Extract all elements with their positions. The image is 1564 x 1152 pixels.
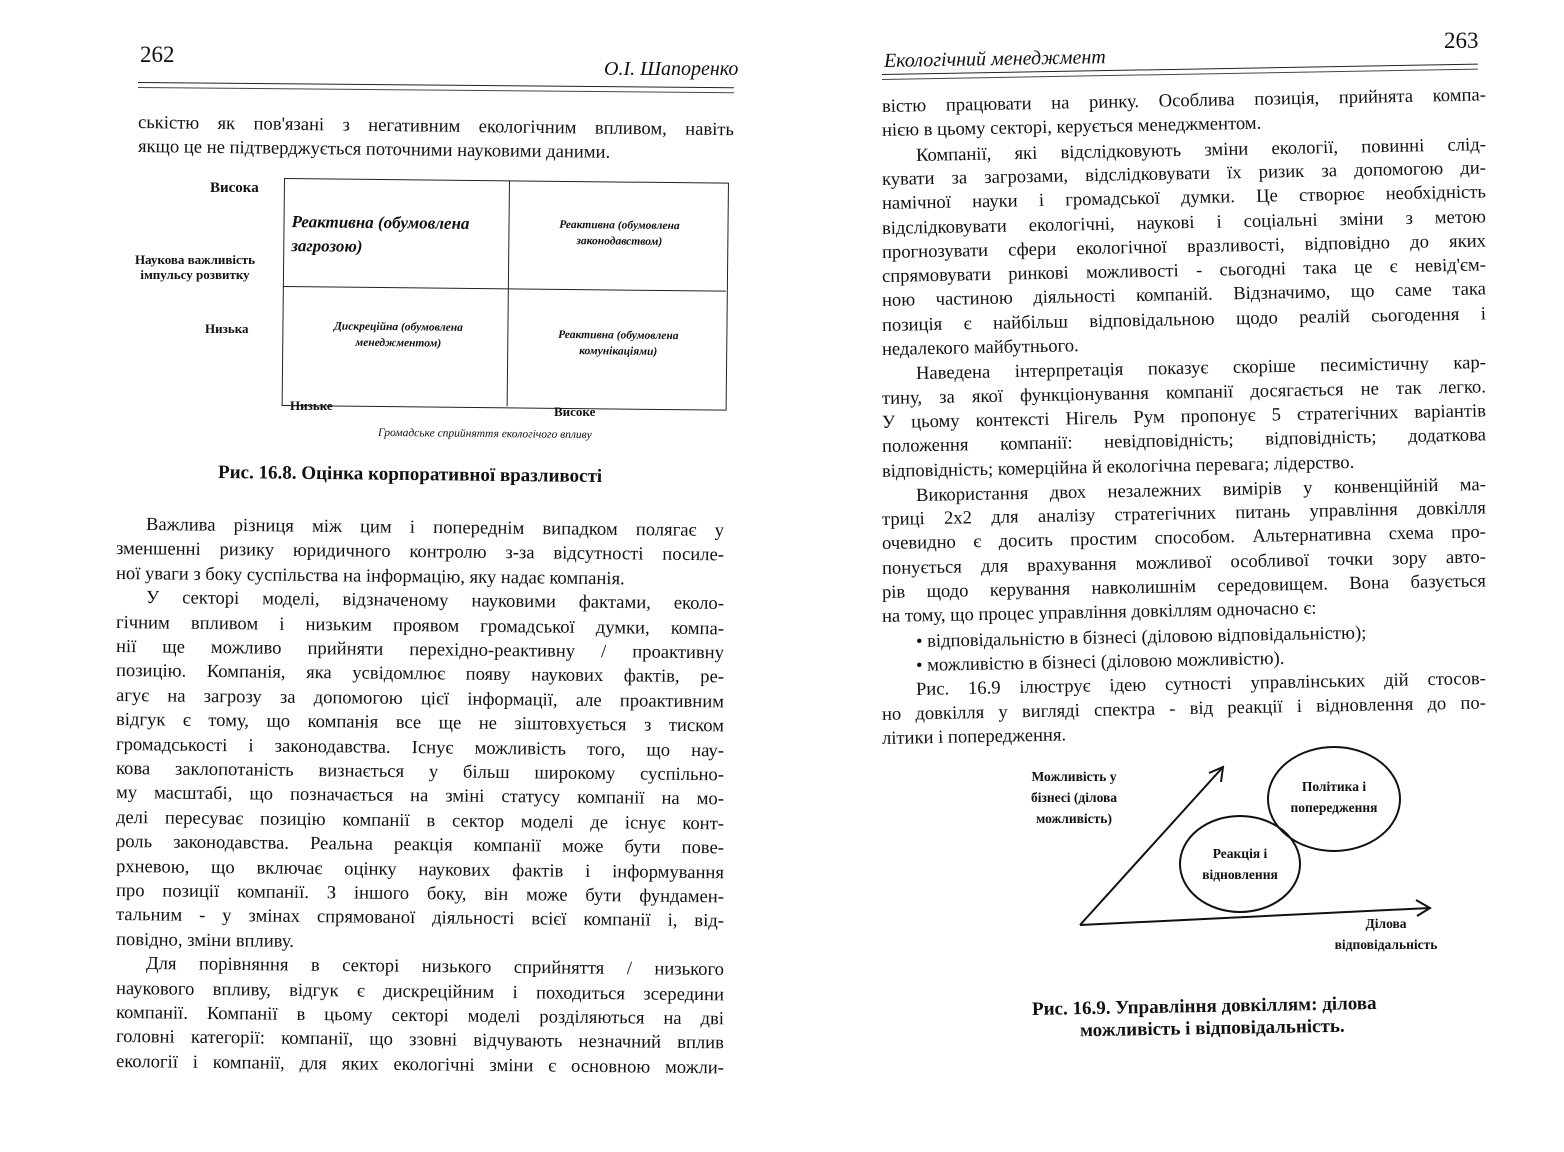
text-line: Для порівняння в секторі низького сприйняття / низького <box>145 953 725 981</box>
text-line: відслідковувати екологічні, наукові і соціальні зміни з метою <box>881 205 1487 239</box>
y-axis-label: Можливість у бізнесі (ділова можливість) <box>1030 769 1118 826</box>
text-line: позицію. Компанія, яка усвідомлює появу наукових фактів, ре- <box>115 660 725 688</box>
text-line: ною частиною діяльності компаній. Відзначимо, що саме така <box>881 278 1487 312</box>
x-axis-label: Ділова відповідальність <box>1334 916 1438 952</box>
figure-caption-line1: Рис. 16.9. Управління довкіллям: ділова <box>1031 992 1377 1021</box>
text-line: Рис. 16.9 ілюструє ідею сутності управлінських дій стосов- <box>915 668 1487 701</box>
text-line: тину, за якої функціонування компанії досягається не так легко. <box>881 376 1487 409</box>
cell-top-right: Реактивна (обумовлена законодавством) <box>559 218 680 248</box>
page-number: 263 <box>1444 28 1479 53</box>
text-line: Використання двох незалежних вимірів у конвенційній ма- <box>915 473 1487 506</box>
text-line: недалекого майбутнього. <box>881 335 1079 360</box>
ellipse-policy-label: Політика і попередження <box>1290 779 1378 815</box>
text-line: положення компанії: невідповідність; відповідність; додаткова <box>881 424 1487 458</box>
text-line: тальним - у змінах спрямованої діяльності всієї компанії і, від- <box>115 904 725 932</box>
text-line: компанії. Компанії в цьому секторі моделі розділяються на дві <box>115 1002 725 1030</box>
figure-caption: Рис. 16.8. Оцінка корпоративної вразливості <box>217 461 603 488</box>
text-line: прогнозувати сфери екологічної вразливості, відповідно до яких <box>881 230 1487 263</box>
right-page <box>790 0 1564 1152</box>
text-line: • відповідальністю в бізнесі (діловою відповідальністю); <box>915 621 1367 652</box>
text-line: кувати за загрозами, відслідковувати їх ризик за допомогою ди- <box>881 157 1487 190</box>
text-line: агує на загрозу за допомогою цієї інформації, але проактивним <box>115 684 725 713</box>
page-number: 262 <box>140 42 175 67</box>
text-line: понується для врахування можливої особливої точки зору авто- <box>881 546 1487 579</box>
text-line: Компанії, які відслідковують зміни екології, повинні слід- <box>915 133 1487 166</box>
cell-bottom-left: Дискреційна (обумовлена менеджментом) <box>333 320 463 350</box>
text-line: ськістю як пов'язані з негативним екологічним впливом, навіть <box>137 112 735 141</box>
text-line: екології і компанії, для яких екологічні зміни є основною можли- <box>115 1050 725 1079</box>
text-line: повідно, зміни впливу. <box>115 928 295 952</box>
text-line: триці 2х2 для аналізу стратегічних питань управління довкілля <box>881 497 1487 531</box>
text-line: гічним впливом і низьким проявом громадської думки, компа- <box>115 611 725 639</box>
text-line: У цьому контексті Нігель Рум пропонує 5 стратегічних варіантів <box>881 400 1487 433</box>
text-line: головні категорії: компанії, що ззовні відчувають незначний вплив <box>115 1026 725 1054</box>
y-low-label: Низька <box>205 321 249 336</box>
cell-bottom-right: Реактивна (обумовлена комунікаціями) <box>558 328 679 358</box>
figure-caption-line2: можливість і відповідальність. <box>1079 1015 1345 1042</box>
text-line: про позиції компанії. З іншого боку, він може бути фундамен- <box>115 880 725 908</box>
text-line: Важлива різниця між цим і попереднім випадком полягає у <box>145 514 725 542</box>
text-line: делі пересуває позицію компанії в сектор моделі де існує конт- <box>115 806 725 835</box>
text-line: відповідність; комерційна й екологічна перевага; лідерство. <box>881 451 1355 482</box>
text-line: літики і попередження. <box>881 724 1067 749</box>
text-line: очевидно є досить простим способом. Альтернативна схема про- <box>881 521 1487 555</box>
x-axis-label: Громадське сприйняття екологічого впливу <box>377 426 592 442</box>
text-line: У секторі моделі, відзначеному науковими фактами, еколо- <box>145 587 725 615</box>
figure-16-9-drawing <box>790 0 1564 1152</box>
y-high-label: Висока <box>210 180 259 196</box>
text-line: на тому, що процес управління довкіллям одночасно є: <box>881 597 1317 628</box>
header-rule-thin <box>138 87 734 93</box>
ellipse-reaction-label: Реакція і відновлення <box>1202 846 1278 882</box>
text-line: рів щодо керування навколишнім середовищем. Вона базується <box>881 570 1487 603</box>
text-line: нією в цьому секторі, керується менеджментом. <box>881 113 1262 142</box>
x-high-label: Високе <box>554 404 596 419</box>
text-line: нії ще можливо прийняти перехідно-реактивну / проактивну <box>115 636 725 664</box>
text-line: • можливістю в бізнесі (діловою можливістю). <box>915 647 1285 676</box>
text-line: вістю працювати на ринку. Особлива позиція, прийнята компа- <box>881 84 1487 117</box>
running-head: О.І. Шапоренко <box>604 58 739 80</box>
text-line: намічної науки і громадської думки. Це створює необхідність <box>881 181 1487 215</box>
text-line: відгук є тому, що компанія все ще не зіштовхується з тиском <box>115 709 725 737</box>
text-line: громадськості і законодавства. Існує можливість того, що нау- <box>115 733 725 761</box>
y-axis-label: Наукова важливість імпульсу розвитку <box>134 252 256 282</box>
text-line: наукового впливу, відгук є дискреційним і походиться зсередини <box>115 977 725 1005</box>
text-line: позиція є найбільш відповідальною щодо реалій сьогодення і <box>881 303 1487 336</box>
text-line: зменшенні ризику юридичного контролю з-за відсутності посиле- <box>115 538 725 566</box>
text-line: му масштабі, що позначається на зміні статусу компанії на мо- <box>115 782 725 810</box>
text-line: рхневою, що включає оцінку наукових фактів і інформування <box>115 855 725 883</box>
text-line: спрямовувати ринкові можливості - сьогодні така це є невід'єм- <box>881 254 1487 288</box>
text-line: ної уваги з боку суспільства на інформацію, яку надає компанія. <box>115 562 625 590</box>
text-line: кова заклопотаність визнається у більш широкому суспільно- <box>115 758 725 786</box>
text-line: Наведена інтерпретація показує скоріше песимістичну кар- <box>915 352 1487 385</box>
text-line: роль законодавства. Реальна реакція компанії може бути пове- <box>115 831 725 859</box>
x-low-label: Низьке <box>290 398 333 413</box>
text-line: якщо це не підтверджується поточними науковими даними. <box>137 136 611 163</box>
text-line: но довкілля у вигляді спектра - від реакції і відновлення до по- <box>881 691 1487 725</box>
cell-top-left: Реактивна (обумовлена загрозою) <box>291 212 470 256</box>
running-head: Екологічний менеджмент <box>883 46 1106 72</box>
